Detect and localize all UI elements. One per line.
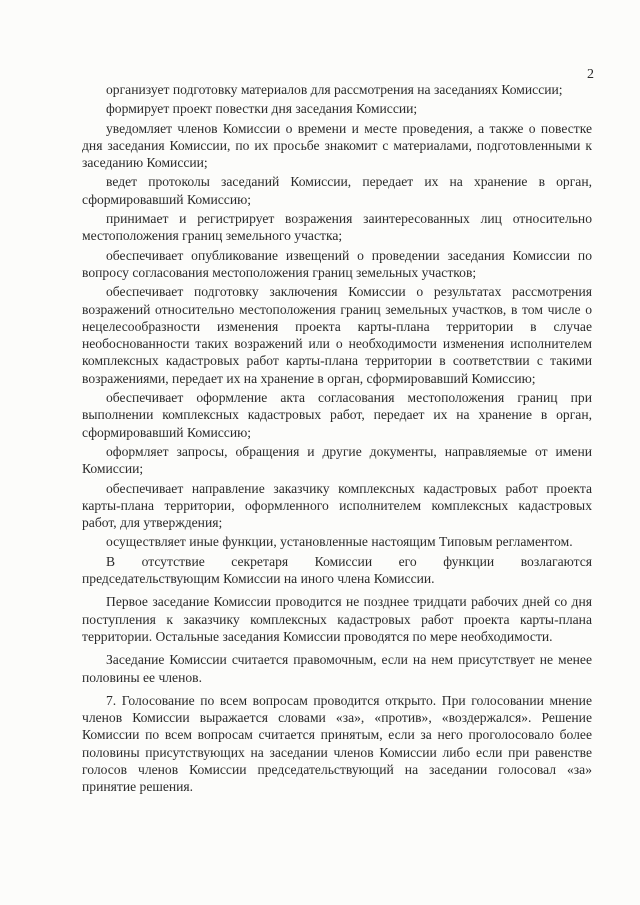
paragraph: В отсутствие секретаря Комиссии его функции возлагаются председательствующим Комиссии на иного члена Комиссии. <box>82 553 592 587</box>
paragraph: организует подготовку материалов для рассмотрения на заседаниях Комиссии; <box>106 82 563 97</box>
paragraph: формирует проект повестки дня заседания Комиссии; <box>106 101 418 117</box>
page-number: 2 <box>587 67 594 82</box>
paragraph: обеспечивает направление заказчику комплексных кадастровых работ проекта карты-плана территории, оформленного исполнителем комплексных кадастровых работ, для утверждения; <box>82 480 592 531</box>
paragraph: обеспечивает оформление акта согласования местоположения границ при выполнении комплексных кадастровых работ, передает их на хранение в орган, сформировавший Комиссию; <box>82 390 592 440</box>
paragraph: уведомляет членов Комиссии о времени и месте проведения, а также о повестке дня заседания Комиссии, по их просьбе знакомит с материалами, подготовленными к заседанию Комиссии; <box>82 120 592 171</box>
paragraph: обеспечивает опубликование извещений о проведении заседания Комиссии по вопросу согласования местоположения границ земельных участков; <box>82 247 592 280</box>
paragraph: Заседание Комиссии считается правомочным, если на нем присутствует не менее половины ее членов. <box>82 652 592 685</box>
paragraph: Первое заседание Комиссии проводится не позднее тридцати рабочих дней со дня поступления к заказчику комплексных кадастровых работ проекта карты-плана территории. Остальные заседания Комиссии проводятся по мере необходимости. <box>82 594 592 644</box>
paragraph: обеспечивает подготовку заключения Комиссии о результатах рассмотрения возражений относительно местоположения границ земельных участков, в том числе о нецелесообразности изменения проекта карты-плана территории в случае необоснованности таких возражений или о необходимости изменения исполнителем комплексных кадастровых работ карты-плана территории в соответствии с такими возражениями, передает их на хранение в орган, сформировавший Комиссию; <box>82 284 592 386</box>
paragraph: осуществляет иные функции, установленные настоящим Типовым регламентом. <box>106 534 573 550</box>
paragraph: ведет протоколы заседаний Комиссии, передает их на хранение в орган, сформировавший Комиссию; <box>82 174 592 207</box>
paragraph: оформляет запросы, обращения и другие документы, направляемые от имени Комиссии; <box>82 443 592 477</box>
paragraph: 7. Голосование по всем вопросам проводится открыто. При голосовании мнение членов Комиссии выражается словами «за», «против», «воздержался». Решение Комиссии по всем вопросам считается принятым, если за него проголосовало более половины присутствующих на заседании членов Комиссии либо если при равенстве голосов членов Комиссии председательствующий на заседании голосовал «за» принятие решения. <box>82 692 592 795</box>
document-body <box>82 81 592 796</box>
paragraph: принимает и регистрирует возражения заинтересованных лиц относительно местоположения границ земельного участка; <box>82 211 592 244</box>
